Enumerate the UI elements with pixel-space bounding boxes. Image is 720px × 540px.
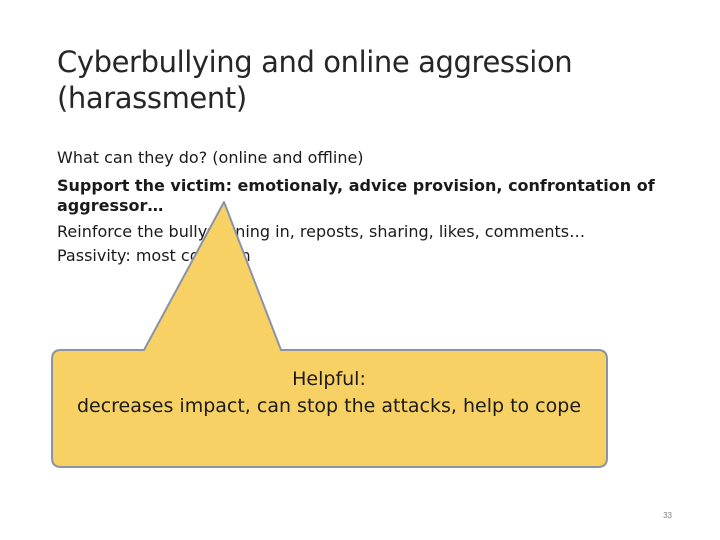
page-number: 33 bbox=[663, 511, 672, 520]
slide-title-line-2: (harassment) bbox=[57, 81, 247, 115]
callout-heading: Helpful: bbox=[292, 368, 366, 390]
body-line-reinforce: Reinforce the bully: joining in, reposts, sharing, likes, comments… bbox=[57, 222, 586, 241]
body-line-support: Support the victim: emotionaly, advice provision, confrontation of aggressor… bbox=[57, 176, 655, 215]
callout-bubble bbox=[52, 202, 607, 467]
body-line-question: What can they do? (online and offline) bbox=[57, 148, 364, 167]
slide-title-line-1: Cyberbullying and online aggression bbox=[57, 45, 573, 79]
callout-text bbox=[52, 366, 606, 420]
body-line-passivity: Passivity: most common bbox=[57, 246, 251, 265]
callout-description: decreases impact, can stop the attacks, help to cope bbox=[76, 395, 582, 417]
